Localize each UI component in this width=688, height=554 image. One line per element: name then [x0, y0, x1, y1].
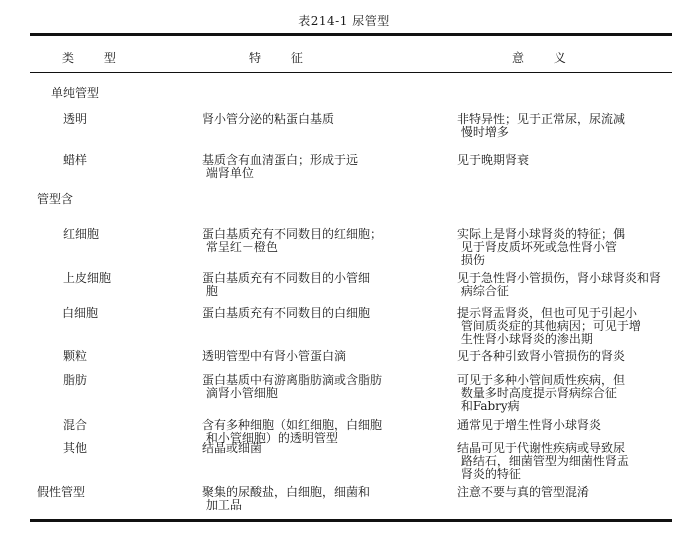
- row-type-wbc: 白细胞: [62, 306, 99, 320]
- row-meaning-epithelial: 见于急性肾小管损伤，肾小球肾炎和肾 病综合征: [457, 271, 662, 298]
- row-meaning-wbc: 提示肾盂肾炎，但也可见于引起小 管间质炎症的其他病因；可见于增 生性肾小球肾炎的渗出期: [457, 306, 641, 346]
- row-feature-granular: 透明管型中有肾小管蛋白滴: [202, 349, 347, 363]
- row-type-granular: 颗粒: [63, 349, 88, 363]
- row-meaning-mixed: 通常见于增生性肾小球肾炎: [457, 418, 602, 432]
- row-feature-hyaline: 肾小管分泌的粘蛋白基质: [202, 112, 335, 126]
- table-caption: 表214-1 尿管型: [298, 14, 390, 28]
- row-type-mixed: 混合: [63, 418, 88, 432]
- row-meaning-other: 结晶可见于代谢性疾病或导致尿 路结石，细菌管型为细菌性肾盂 肾炎的特征: [457, 441, 629, 481]
- row-type-epithelial: 上皮细胞: [63, 271, 112, 285]
- row-feature-epithelial: 蛋白基质充有不同数目的小管细 胞: [202, 271, 371, 298]
- header-rule: [30, 72, 672, 73]
- row-meaning-hyaline: 非特异性；见于正常尿，尿流减 慢时增多: [457, 112, 626, 139]
- row-type-contain-group: 管型含: [37, 192, 74, 206]
- row-type-fatty: 脂肪: [63, 373, 88, 387]
- row-type-simple-group: 单纯管型: [51, 86, 100, 100]
- row-feature-pseudo: 聚集的尿酸盐，白细胞，细菌和 加工品: [202, 485, 371, 512]
- header-feature: 特 征: [249, 51, 304, 65]
- row-type-pseudo: 假性管型: [37, 485, 86, 499]
- row-feature-mixed: 含有多种细胞（如红细胞，白细胞 和小管细胞）的透明管型: [202, 418, 383, 445]
- row-type-rbc: 红细胞: [63, 227, 100, 241]
- row-meaning-waxy: 见于晚期肾衰: [457, 153, 530, 167]
- row-type-other: 其他: [63, 441, 88, 455]
- row-type-hyaline: 透明: [63, 112, 88, 126]
- row-feature-wbc: 蛋白基质充有不同数目的白细胞: [202, 306, 371, 320]
- row-feature-rbc: 蛋白基质充有不同数目的红细胞； 常呈红－橙色: [202, 227, 383, 254]
- bottom-rule: [30, 519, 672, 522]
- row-meaning-rbc: 实际上是肾小球肾炎的特征；偶 见于肾皮质坏死或急性肾小管 损伤: [457, 227, 626, 267]
- header-meaning: 意 义: [512, 51, 567, 65]
- row-feature-other: 结晶或细菌: [202, 441, 263, 455]
- row-meaning-granular: 见于各种引致肾小管损伤的肾炎: [457, 349, 626, 363]
- row-feature-fatty: 蛋白基质中有游离脂肪滴或含脂肪 滴肾小管细胞: [202, 373, 383, 400]
- row-meaning-fatty: 可见于多种小管间质性疾病，但 数量多时高度提示肾病综合征 和Fabry病: [457, 373, 626, 413]
- row-meaning-pseudo: 注意不要与真的管型混淆: [457, 485, 590, 499]
- top-rule: [30, 33, 672, 36]
- row-feature-waxy: 基质含有血清蛋白；形成于远 端肾单位: [202, 153, 359, 180]
- row-type-waxy: 蜡样: [63, 153, 88, 167]
- header-type: 类 型: [62, 51, 117, 65]
